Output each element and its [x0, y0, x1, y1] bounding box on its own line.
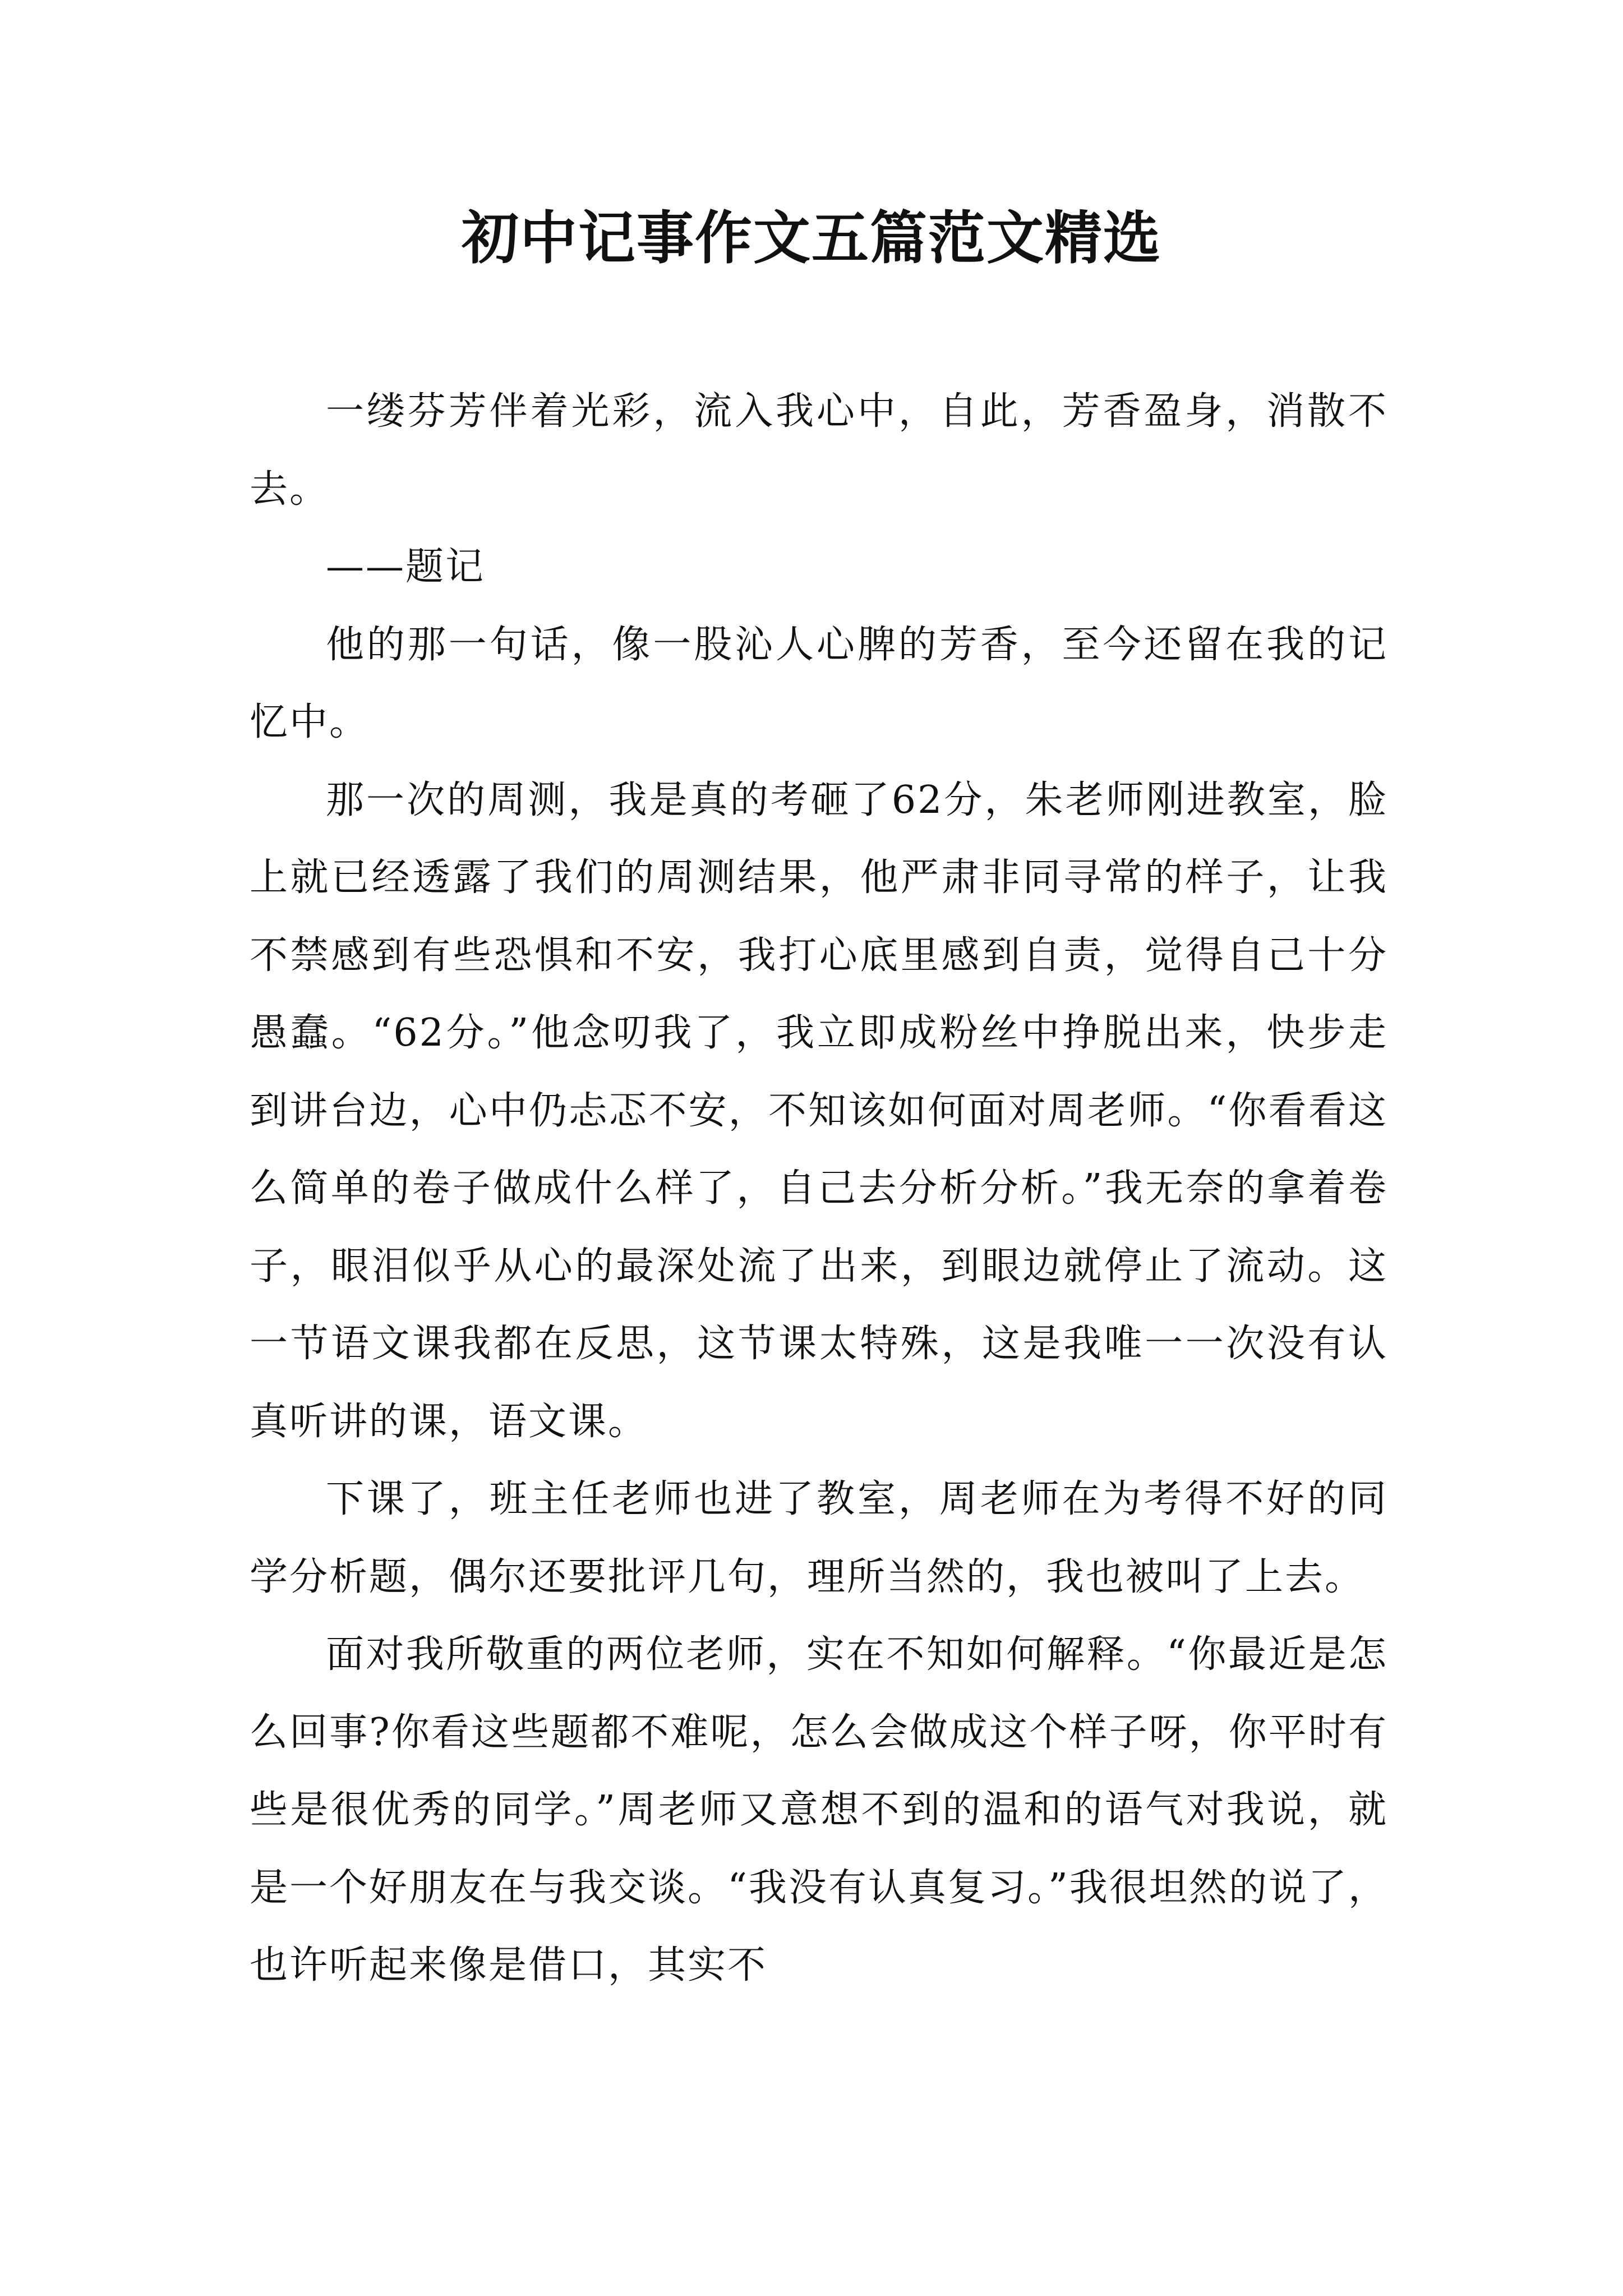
document-body: [250, 373, 1388, 2005]
paragraph-6: 面对我所敬重的两位老师，实在不知如何解释。“你最近是怎么回事?你看这些题都不难呢，怎么会做成这个样子呀，你平时有些是很优秀的同学。”周老师又意想不到的温和的语气对我说，就是一个好朋友在与我交谈。“我没有认真复习。”我很坦然的说了，也许听起来像是借口，其实不: [250, 1632, 1388, 1987]
paragraph-2: ——题记: [326, 545, 486, 589]
paragraph-3: 他的那一句话，像一股沁人心脾的芳香，至今还留在我的记忆中。: [250, 622, 1388, 744]
paragraph-1: 一缕芬芳伴着光彩，流入我心中，自此，芳香盈身，消散不去。: [250, 389, 1388, 512]
paragraph-5: 下课了，班主任老师也进了教室，周老师在为考得不好的同学分析题，偶尔还要批评几句，理所当然的，我也被叫了上去。: [250, 1477, 1388, 1599]
paragraph-4: 那一次的周测，我是真的考砸了62分，朱老师刚进教室，脸上就已经透露了我们的周测结果，他严肃非同寻常的样子，让我不禁感到有些恐惧和不安，我打心底里感到自责，觉得自己十分愚蠢。“62分。”他念叨我了，我立即成粉丝中挣脱出来，快步走到讲台边，心中仍忐忑不安，不知该如何面对周老师。“你看看这么简单的卷子做成什么样了，自己去分析分析。”我无奈的拿着卷子，眼泪似乎从心的最深处流了出来，到眼边就停止了流动。这一节语文课我都在反思，这节课太特殊，这是我唯一一次没有认真听讲的课，语文课。: [250, 777, 1388, 1444]
document-title: 初中记事作文五篇范文精选: [462, 205, 1161, 272]
